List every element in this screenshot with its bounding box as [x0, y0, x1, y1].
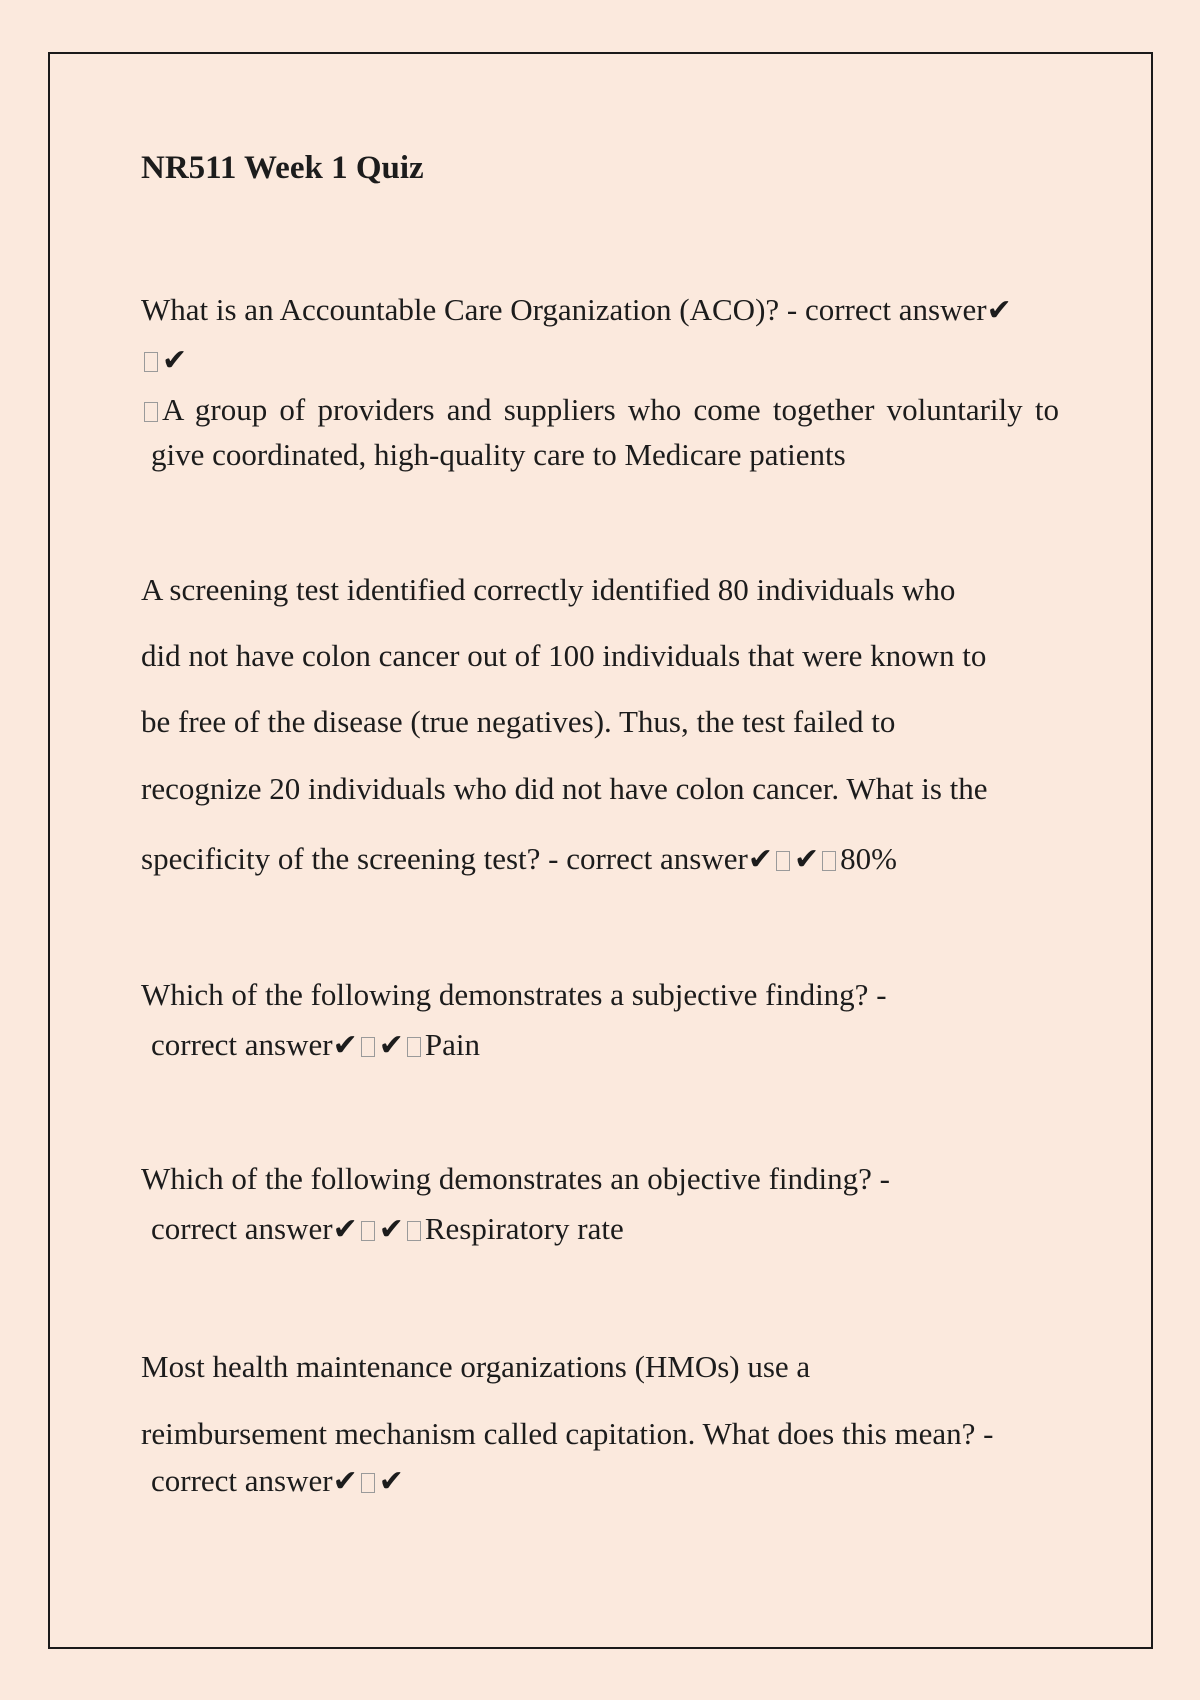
check-icon: ✔ [378, 1212, 404, 1247]
missing-glyph-box-icon [822, 851, 836, 871]
question-5-line-1: Most health maintenance organizations (HMOs) use a [141, 1349, 811, 1384]
answer-2: 80% [840, 841, 897, 876]
check-icon: ✔ [747, 842, 773, 877]
missing-glyph-box-icon [144, 402, 158, 422]
question-4-line-1: Which of the following demonstrates an objective finding? - [141, 1161, 890, 1196]
check-icon: ✔ [378, 1464, 404, 1499]
missing-glyph-box-icon [407, 1037, 421, 1057]
question-5-line-2: reimbursement mechanism called capitation. What does this mean? - [141, 1416, 994, 1451]
question-2-line-1: A screening test identified correctly identified 80 individuals who [141, 572, 956, 607]
page-title: NR511 Week 1 Quiz [141, 150, 424, 186]
question-2-line-3: be free of the disease (true negatives). Thus, the test failed to [141, 704, 896, 739]
check-icon: ✔ [986, 293, 1012, 328]
missing-glyph-box-icon [361, 1221, 375, 1241]
question-5-line-3: correct answer✔ ✔ [151, 1463, 404, 1499]
question-1-line-1: What is an Accountable Care Organization (ACO)? - correct answer✔ [141, 292, 1012, 328]
check-icon: ✔ [332, 1464, 358, 1499]
missing-glyph-box-icon [776, 851, 790, 871]
check-icon: ✔ [162, 343, 188, 378]
question-3-line-1: Which of the following demonstrates a subjective finding? - [141, 977, 887, 1012]
answer-3: Pain [424, 1027, 480, 1062]
answer-4: Respiratory rate [424, 1211, 624, 1246]
check-icon: ✔ [793, 842, 820, 877]
check-icon: ✔ [378, 1028, 404, 1063]
check-icon: ✔ [332, 1212, 358, 1247]
question-1-line-2 [141, 342, 187, 379]
question-2-line-4: recognize 20 individuals who did not have colon cancer. What is the [141, 771, 988, 806]
missing-glyph-box-icon [144, 352, 158, 372]
check-icon: ✔ [332, 1028, 358, 1063]
answer-1-line-2: give coordinated, high-quality care to Medicare patients [151, 437, 846, 472]
missing-glyph-box-icon [361, 1037, 375, 1057]
missing-glyph-box-icon [361, 1473, 375, 1493]
question-3-line-2: correct answer✔ ✔ Pain [151, 1027, 480, 1063]
question-4-line-2: correct answer✔ ✔ Respiratory rate [151, 1211, 624, 1247]
missing-glyph-box-icon [407, 1221, 421, 1241]
question-2-line-5: specificity of the screening test? - correct answer✔ ✔ 80% [141, 841, 897, 877]
question-2-line-2: did not have colon cancer out of 100 individuals that were known to [141, 638, 987, 673]
answer-1-line-1: A group of providers and suppliers who come together voluntarily to [141, 392, 1059, 428]
